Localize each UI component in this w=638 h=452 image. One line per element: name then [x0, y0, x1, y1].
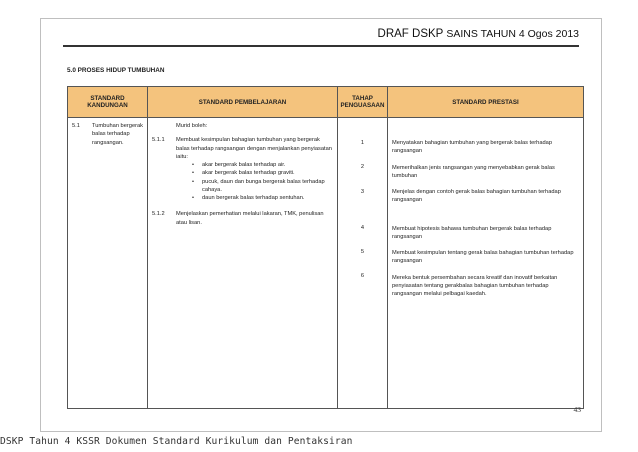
header-rule	[63, 45, 579, 47]
pembelajaran-number: 5.1.1	[152, 137, 165, 144]
table-header-row	[68, 87, 584, 118]
bullet-item: • akar bergerak balas terhadap air.	[176, 161, 333, 169]
col-header-tahap: TAHAP PENGUASAAN	[338, 87, 388, 118]
col-header-prestasi: STANDARD PRESTASI	[388, 87, 584, 118]
page-header	[378, 28, 579, 40]
kandungan-number: 5.1	[72, 123, 80, 129]
pembelajaran-cell	[148, 118, 338, 409]
footer-caption: DSKP Tahun 4 KSSR Dokumen Standard Kurikulum dan Pentaksiran	[0, 436, 353, 447]
pembelajaran-intro: Murid boleh:	[176, 123, 208, 129]
kandungan-text: Tumbuhan bergerak balas terhadap rangsangan.	[92, 123, 144, 146]
prestasi-text: Membuat kesimpulan tentang gerak balas bahagian tumbuhan terhadap rangsangan	[392, 250, 574, 265]
standards-table	[67, 86, 584, 409]
prestasi-cell	[388, 118, 584, 409]
tahap-cell	[338, 118, 388, 409]
kandungan-cell	[68, 118, 148, 409]
prestasi-text: Menjelas dengan contoh gerak balas bahagian tumbuhan terhadap rangsangan	[392, 189, 561, 204]
bullet-item: • akar bergerak balas terhadap graviti.	[176, 169, 333, 177]
table-row	[68, 118, 584, 409]
level-number: 1	[360, 140, 365, 146]
bullet-item: • pucuk, daun dan bunga bergerak balas terhadap cahaya.	[176, 178, 333, 195]
pembelajaran-text: Membuat kesimpulan bahagian tumbuhan yang bergerak balas terhadap rangsangan dengan menjalankan penyiasatan iaitu:	[176, 137, 332, 160]
prestasi-text: Membuat hipotesis bahawa tumbuhan bergerak balas terhadap rangsangan	[392, 225, 552, 240]
col-header-pembelajaran: STANDARD PEMBELAJARAN	[148, 87, 338, 118]
col-header-kandungan: STANDARD KANDUNGAN	[68, 87, 148, 118]
section-title: 5.0 PROSES HIDUP TUMBUHAN	[67, 67, 165, 74]
prestasi-text: Memerihalkan jenis rangsangan yang menyebabkan gerak balas tumbuhan	[392, 164, 555, 179]
level-number: 2	[360, 164, 365, 171]
header-title: SAINS TAHUN 4 Ogos 2013	[446, 28, 579, 40]
level-number: 4	[360, 224, 365, 231]
prestasi-text: Menyatakan bahagian tumbuhan yang bergerak balas terhadap rangsangan	[392, 140, 552, 155]
header-prefix: DRAF DSKP	[377, 28, 447, 40]
level-number: 5	[360, 249, 365, 256]
pembelajaran-number: 5.1.2	[152, 211, 165, 218]
level-number: 3	[360, 188, 365, 195]
pembelajaran-text: Menjelaskan pemerhatian melalui lakaran, TMK, penulisan atau lisan.	[176, 211, 324, 226]
level-number: 6	[360, 273, 365, 280]
bullet-item: • daun bergerak balas terhadap sentuhan.	[176, 194, 333, 202]
prestasi-text: Mereka bentuk persembahan secara kreatif dan inovatif berkaitan penyiasatan tentang gerakbalas bahagian tumbuhan terhadap rangsangan melalui pelbagai kaedah.	[392, 274, 558, 298]
document-page	[40, 18, 602, 432]
page-number: 43	[573, 405, 581, 414]
